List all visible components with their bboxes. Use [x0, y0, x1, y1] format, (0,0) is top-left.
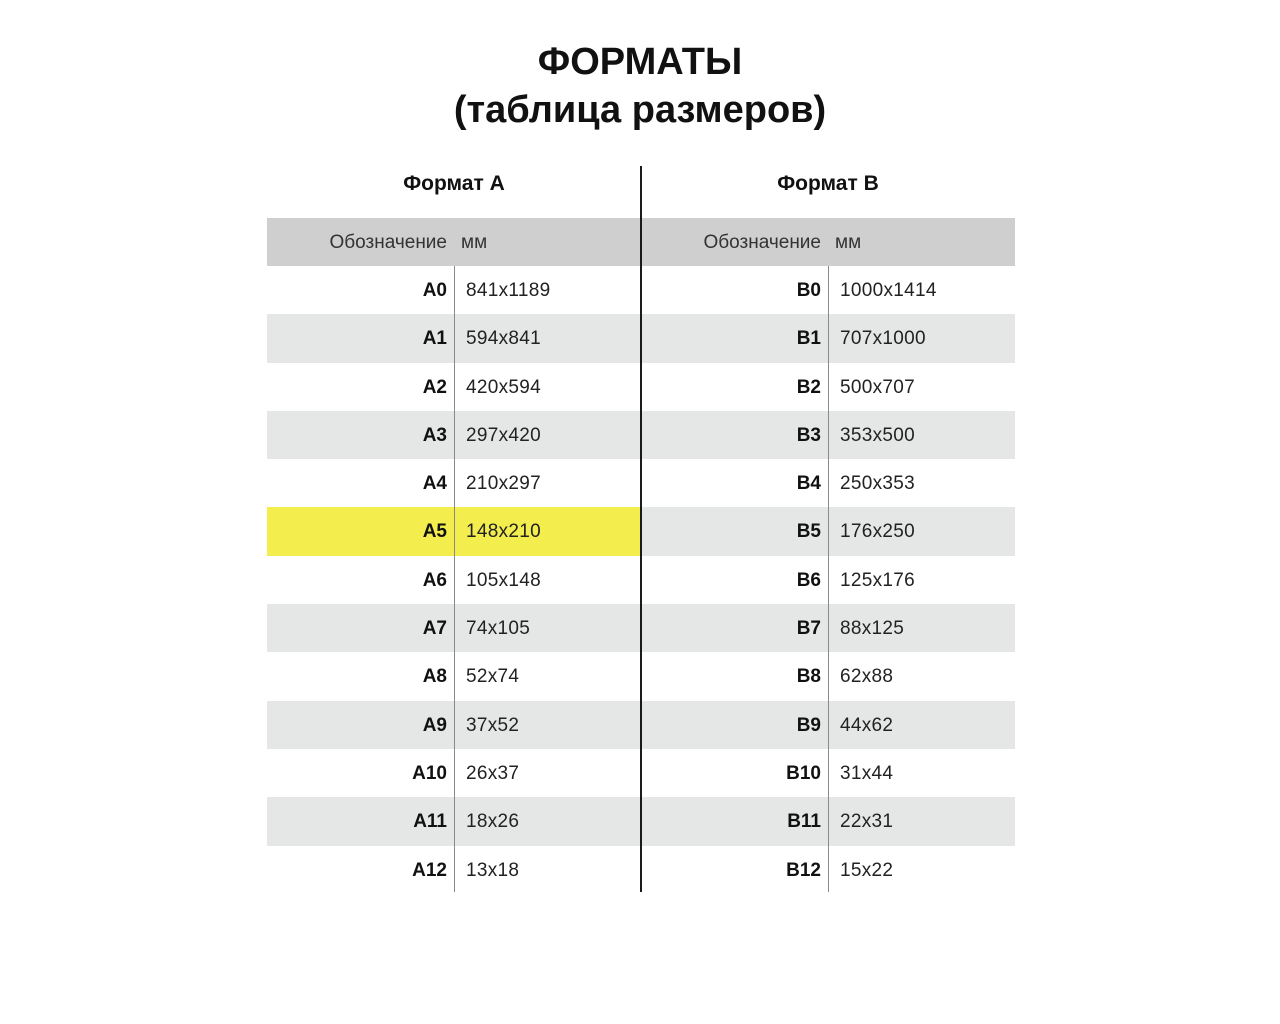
format-code: А5: [422, 521, 447, 543]
format-a-header-row: [267, 218, 641, 266]
format-size: 62x88: [840, 666, 894, 688]
format-code: А0: [422, 280, 447, 301]
format-code: А2: [422, 376, 447, 398]
format-size: 15x22: [840, 859, 894, 881]
page-title: ФОРМАТЫ: [537, 41, 743, 83]
format-size: 297x420: [466, 424, 542, 446]
format-size: 707x1000: [840, 328, 926, 350]
format-b-heading: Формат В: [777, 172, 879, 195]
format-size: 250x353: [840, 473, 916, 495]
format-size: 105x148: [466, 569, 542, 591]
format-code: В12: [786, 859, 821, 881]
format-code: В11: [787, 811, 821, 833]
format-size: 594x841: [466, 328, 542, 350]
format-size: 74x105: [466, 618, 531, 640]
format-code: А8: [422, 666, 447, 688]
format-code: В10: [786, 762, 821, 784]
format-size: 500x707: [840, 376, 916, 398]
format-size: 420x594: [466, 376, 542, 398]
format-b-header-row: [641, 218, 1015, 266]
format-code: В4: [796, 473, 821, 495]
format-code: А3: [422, 424, 447, 446]
format-code: В1: [796, 328, 821, 350]
format-size: 37x52: [466, 714, 520, 736]
format-size: 1000x1414: [840, 280, 937, 301]
format-size: 31x44: [840, 762, 894, 784]
format-size: 353x500: [840, 424, 916, 446]
format-size: 841x1189: [466, 280, 551, 301]
format-b-header-size: мм: [835, 232, 862, 253]
format-a-header-size: мм: [461, 232, 488, 253]
format-size: 26x37: [466, 762, 520, 784]
format-size: 18x26: [466, 811, 520, 833]
format-a-heading: Формат А: [403, 172, 505, 195]
format-code: В3: [796, 424, 821, 446]
format-size: 176x250: [840, 521, 916, 543]
format-size: 125x176: [840, 569, 916, 591]
format-code: В7: [796, 618, 821, 640]
page-subtitle: (таблица размеров): [453, 89, 827, 131]
format-code: В5: [796, 521, 821, 543]
format-code: В9: [796, 714, 821, 736]
format-code: А4: [422, 473, 447, 495]
format-code: А9: [422, 714, 447, 736]
format-size: 52x74: [466, 666, 520, 688]
format-b-column-divider: [828, 266, 829, 892]
format-code: А1: [422, 328, 447, 350]
format-code: А12: [412, 859, 447, 881]
format-code: А6: [422, 569, 447, 591]
format-code: А7: [422, 618, 447, 640]
format-a-column-divider: [454, 266, 455, 892]
format-code: В0: [796, 280, 821, 301]
format-code: В2: [796, 376, 821, 398]
format-code: В8: [796, 666, 821, 688]
format-a-header-code: Обозначение: [329, 232, 447, 253]
format-size: 22x31: [840, 811, 894, 833]
center-divider: [640, 166, 642, 892]
format-b-header-code: Обозначение: [703, 232, 821, 253]
format-size: 44x62: [840, 714, 894, 736]
format-size: 88x125: [840, 618, 905, 640]
format-code: В6: [796, 569, 821, 591]
format-code: А10: [412, 762, 447, 784]
format-size: 210x297: [466, 473, 542, 495]
format-size: 13x18: [466, 859, 520, 881]
format-code: А11: [413, 811, 447, 833]
format-size: 148x210: [466, 521, 542, 543]
